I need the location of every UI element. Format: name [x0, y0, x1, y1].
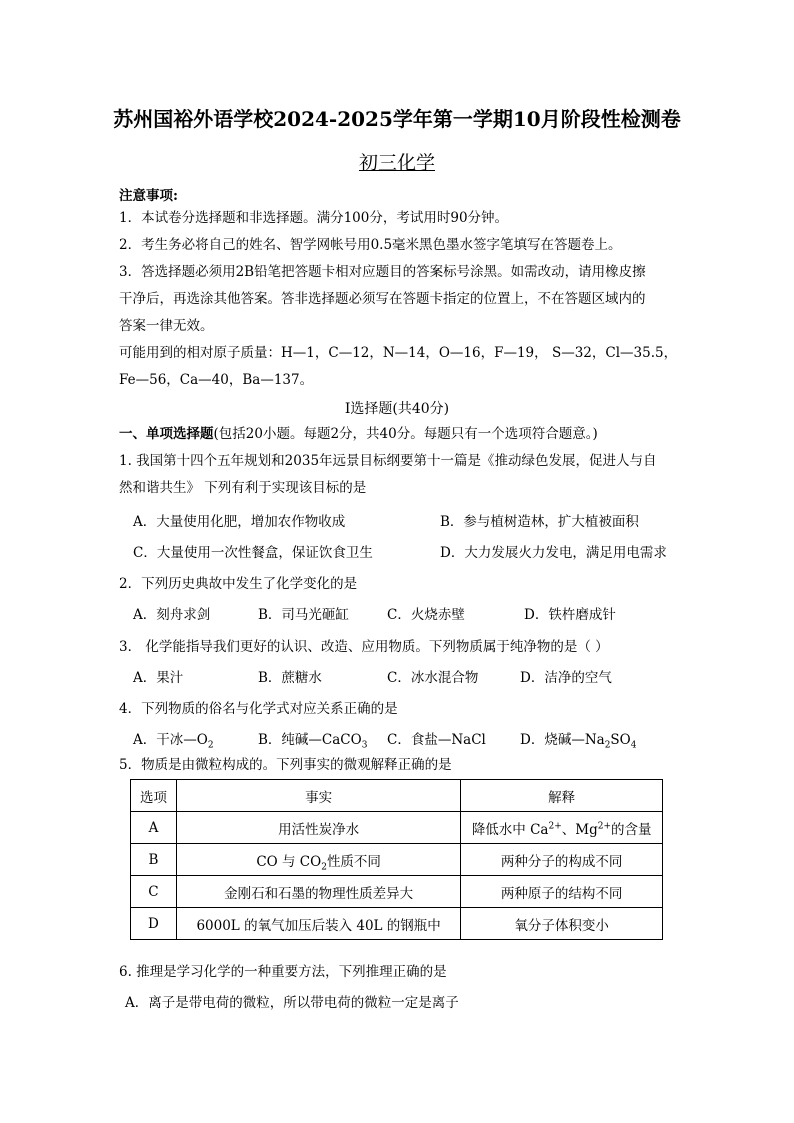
atomic-mass-line-1: 可能用到的相对原子质量：H—1，C—12，N—14，O—16，F—19， S—32，Cl—35.5，	[119, 345, 678, 361]
q6-stem: 6. 推理是学习化学的一种重要方法，下列推理正确的是	[119, 964, 447, 980]
subject-label: 初三化学	[358, 152, 435, 174]
part-heading	[119, 422, 598, 442]
q4-option-d-text-mid: SO	[610, 732, 631, 748]
table-row	[131, 812, 663, 844]
row-d-option: D	[131, 908, 177, 940]
part-label: 一、单项选择题	[119, 426, 214, 442]
part-description: (包括20小题。每题2分，共40分。每题只有一个选项符合题意。)	[213, 426, 598, 442]
q4-option-d-text: D．烧碱—Na	[520, 732, 605, 748]
header-explanation: 解释	[461, 780, 663, 812]
q4-option-b-text: B．纯碱—CaCO	[258, 732, 362, 748]
notice-item-3-end: 答案一律无效。	[119, 318, 214, 334]
q4-option-a-subscript: 2	[207, 740, 214, 751]
q4-option-c: C．食盐—NaCl	[387, 732, 486, 748]
row-a-exp-text-1: 降低水中 Ca	[471, 821, 549, 838]
notice-heading: 注意事项:	[119, 188, 178, 204]
q4-option-b	[258, 728, 368, 751]
row-a-fact: 用活性炭净水	[176, 812, 460, 844]
row-c-fact: 金刚石和石墨的物理性质差异大	[176, 876, 460, 908]
q3-option-a: A．果汁	[133, 670, 184, 686]
q4-option-d-subscript-2: 4	[630, 740, 637, 751]
q4-option-a	[133, 728, 214, 751]
table-row	[131, 844, 663, 876]
row-c-option: C	[131, 876, 177, 908]
row-b-fact	[176, 844, 460, 876]
header-option: 选项	[131, 780, 177, 812]
q1-option-d: D．大力发展火力发电，满足用电需求	[440, 545, 667, 561]
row-b-fact-text-2: 性质不同	[326, 853, 381, 870]
q4-option-b-subscript: 3	[361, 740, 368, 751]
header-fact: 事实	[176, 780, 460, 812]
q4-option-d-subscript-1: 2	[604, 740, 611, 751]
q2-option-a: A．刻舟求剑	[133, 607, 211, 623]
q2-option-d: D．铁杵磨成针	[524, 607, 616, 623]
q1-stem-line-2: 然和谐共生》 下列有利于实现该目标的是	[119, 480, 367, 496]
notice-item-3: 3．答选择题必须用2B铅笔把答题卡相对应题目的答案标号涂黑。如需改动，请用橡皮擦	[119, 264, 646, 280]
table-row	[131, 876, 663, 908]
q4-stem: 4．下列物质的俗名与化学式对应关系正确的是	[119, 701, 398, 717]
q4-option-a-text: A．干冰—O	[133, 732, 208, 748]
row-b-option: B	[131, 844, 177, 876]
table-header-row	[131, 780, 663, 812]
q2-stem: 2．下列历史典故中发生了化学变化的是	[119, 576, 358, 592]
q3-stem: 3． 化学能指导我们更好的认识、改造、应用物质。下列物质属于纯净物的是（ ）	[119, 639, 609, 655]
exam-title: 苏州国裕外语学校2024-2025学年第一学期10月阶段性检测卷	[113, 107, 681, 131]
row-a-exp-text-2: 、Mg	[561, 821, 598, 838]
q4-option-d	[520, 728, 637, 751]
row-d-fact: 6000L 的氧气加压后装入 40L 的钢瓶中	[176, 908, 460, 940]
row-c-explanation: 两种原子的结构不同	[461, 876, 663, 908]
table-row	[131, 908, 663, 940]
q5-table	[130, 779, 663, 940]
q2-option-b: B．司马光砸缸	[258, 607, 349, 623]
row-a-explanation	[461, 812, 663, 844]
row-a-option: A	[131, 812, 177, 844]
row-b-fact-text-1: CO 与 CO	[256, 853, 322, 870]
row-d-explanation: 氧分子体积变小	[461, 908, 663, 940]
q3-option-b: B．蔗糖水	[258, 670, 322, 686]
notice-item-3-cont: 干净后，再选涂其他答案。答非选择题必须写在答题卡指定的位置上，不在答题区域内的	[119, 291, 646, 307]
row-a-exp-sup-2: 2+	[597, 821, 612, 831]
q1-option-b: B．参与植树造林，扩大植被面积	[440, 514, 639, 530]
notice-item-1: 1．本试卷分选择题和非选择题。满分100分，考试用时90分钟。	[119, 210, 509, 226]
q6-option-a: A．离子是带电荷的微粒，所以带电荷的微粒一定是离子	[125, 995, 459, 1011]
q1-stem-line-1: 1. 我国第十四个五年规划和2035年远景目标纲要第十一篇是《推动绿色发展，促进人与自	[119, 453, 657, 469]
q3-option-c: C．冰水混合物	[387, 670, 479, 686]
q1-option-a: A．大量使用化肥，增加农作物收成	[133, 514, 346, 530]
notice-item-2: 2．考生务必将自己的姓名、智学网帐号用0.5毫米黑色墨水签字笔填写在答题卷上。	[119, 237, 622, 253]
exam-subtitle	[0, 148, 794, 175]
row-b-fact-subscript: 2	[321, 862, 327, 873]
row-a-exp-sup-1: 2+	[548, 821, 562, 831]
atomic-mass-line-2: Fe—56，Ca—40，Ba—137。	[119, 372, 314, 388]
section-title: Ⅰ选择题(共40分)	[344, 401, 450, 417]
q2-option-c: C．火烧赤壁	[387, 607, 465, 623]
q3-option-d: D．洁净的空气	[520, 670, 612, 686]
q5-stem: 5．物质是由微粒构成的。下列事实的微观解释正确的是	[119, 757, 452, 773]
q1-option-c: C．大量使用一次性餐盒，保证饮食卫生	[133, 545, 373, 561]
row-a-exp-text-3: 的含量	[611, 821, 652, 838]
row-b-explanation: 两种分子的构成不同	[461, 844, 663, 876]
